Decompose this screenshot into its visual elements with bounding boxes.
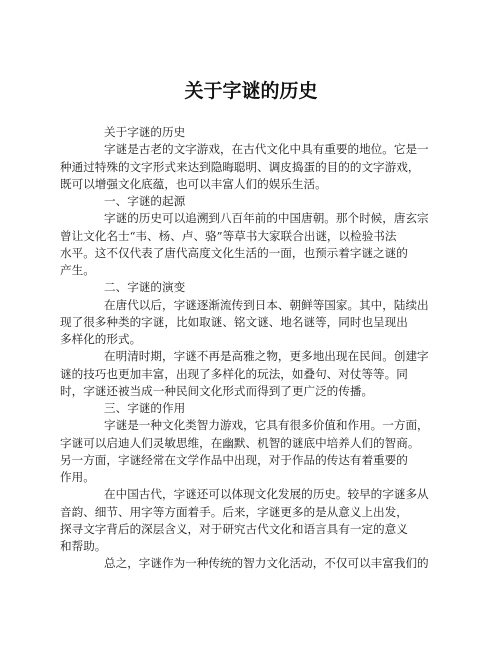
text-line: 另一方面，字谜经常在文学作品中出现，对于作品的传达有着重要的 xyxy=(60,452,408,467)
text-line: 既可以增强文化底蕴，也可以丰富人们的娱乐生活。 xyxy=(60,176,327,191)
text-line: 谜的技巧也更加丰富，出现了多样化的玩法，如叠句、对仗等等。同 xyxy=(60,366,408,381)
text-line: 曾让文化名士“韦、杨、卢、骆”等草书大家联合出谜，以检验书法 xyxy=(60,228,397,243)
text-line: 一、字谜的起源 xyxy=(104,194,186,208)
text-line: 水平。这不仅代表了唐代高度文化生活的一面，也预示着字谜之谜的 xyxy=(60,245,408,260)
text-line: 三、字谜的作用 xyxy=(104,401,186,415)
text-line: 探寻文字背后的深层含义，对于研究古代文化和语言具有一定的意义 xyxy=(60,521,408,536)
text-line: 产生。 xyxy=(60,263,95,277)
text-line: 多样化的形式。 xyxy=(60,332,142,346)
text-line: 音韵、细节、用字等方面着手。后来，字谜更多的是从意义上出发， xyxy=(60,504,408,519)
text-line: 关于字谜的历史 xyxy=(104,125,186,139)
text-line: 字谜的历史可以追溯到八百年前的中国唐朝。那个时候，唐玄宗 xyxy=(104,211,429,226)
text-line: 总之，字谜作为一种传统的智力文化活动，不仅可以丰富我们的 xyxy=(104,556,429,571)
text-line: 现了很多种类的字谜，比如取谜、铭文谜、地名谜等，同时也呈现出 xyxy=(60,314,408,329)
text-line: 作用。 xyxy=(60,470,95,484)
text-line: 字谜是一种文化类智力游戏，它具有很多价值和作用。一方面， xyxy=(104,418,429,433)
text-line: 字谜是古老的文字游戏，在古代文化中具有重要的地位。它是一 xyxy=(104,142,429,157)
text-line: 种通过特殊的文字形式来达到隐晦聪明、调皮捣蛋的目的的文字游戏， xyxy=(60,159,420,174)
text-line: 二、字谜的演变 xyxy=(104,280,186,295)
document-title: 关于字谜的历史 xyxy=(184,80,318,102)
text-line: 和帮助。 xyxy=(60,539,107,553)
text-line: 在唐代以后，字谜逐渐流传到日本、朝鲜等国家。其中，陆续出 xyxy=(104,297,429,312)
document-body xyxy=(60,124,445,573)
text-line: 字谜可以启迪人们灵敏思维，在幽默、机智的谜底中培养人们的智商。 xyxy=(60,435,420,450)
text-line: 在中国古代，字谜还可以体现文化发展的历史。较早的字谜多从 xyxy=(104,487,429,502)
text-line: 在明清时期，字谜不再是高雅之物，更多地出现在民间。创建字 xyxy=(104,349,429,364)
text-line: 时，字谜还被当成一种民间文化形式而得到了更广泛的传播。 xyxy=(60,383,374,398)
